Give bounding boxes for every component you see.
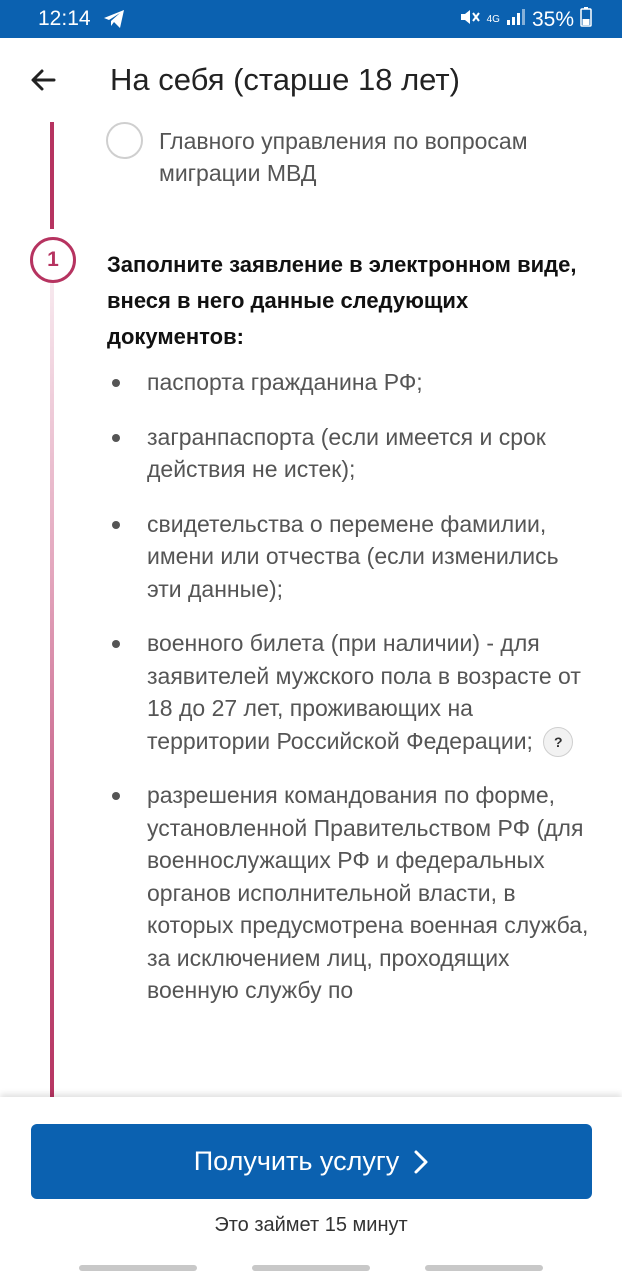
system-nav-bar: [0, 1260, 622, 1280]
bullet-icon: [112, 434, 120, 442]
list-item-text: свидетельства о перемене фамилии, имени или отчества (если изменились эти данные);: [147, 510, 559, 602]
chevron-right-icon: [413, 1149, 429, 1175]
get-service-button[interactable]: [31, 1124, 592, 1199]
list-item-text: паспорта гражданина РФ;: [147, 369, 423, 395]
battery-icon: [580, 7, 592, 33]
duration-text: Это займет 15 минут: [214, 1214, 408, 1236]
list-item-text: разрешения командования по форме, установленной Правительством РФ (для военнослужащих РФ и федеральных органов исполнительной власти, в которых предусмотрена военная служба, за исключением лиц, проходящих военную службу по: [147, 782, 589, 1004]
timeline-line: [50, 283, 54, 1097]
status-bar: [0, 0, 622, 38]
battery-percent: 35%: [531, 8, 574, 31]
list-item: [107, 779, 597, 1007]
list-item-text: военного билета (при наличии) - для заявителей мужского пола в возрасте от 18 до 27 лет, проживающих на территории Российской Федерации;: [147, 630, 581, 754]
signal-icon: [506, 8, 526, 32]
app-bar: [0, 38, 622, 122]
content-area[interactable]: [0, 122, 622, 1097]
list-item: [107, 627, 597, 757]
list-item-text: загранпаспорта (если имеется и срок действия не истек);: [147, 423, 546, 482]
radio-option-label: Главного управления по вопросам миграции МВД: [159, 128, 528, 186]
nav-back-handle[interactable]: [425, 1265, 543, 1271]
back-button[interactable]: [26, 62, 62, 98]
radio-button[interactable]: [106, 122, 143, 159]
page-title: На себя (старше 18 лет): [110, 62, 460, 97]
telegram-icon: [103, 9, 125, 34]
network-type: 4G: [486, 14, 500, 25]
get-service-button-label: Получить услугу: [193, 1146, 400, 1176]
status-indicators: [459, 7, 592, 33]
bullet-icon: [112, 379, 120, 387]
status-time: 12:14: [38, 7, 91, 30]
documents-list: [107, 366, 597, 1029]
list-item: [107, 421, 597, 486]
list-item: [107, 508, 597, 606]
bottom-panel: [0, 1097, 622, 1260]
list-item: [107, 366, 597, 399]
nav-recent-handle[interactable]: [79, 1265, 197, 1271]
back-arrow-icon: [26, 62, 62, 98]
bullet-icon: [112, 521, 120, 529]
bullet-icon: [112, 640, 120, 648]
timeline-line-top: [50, 122, 54, 229]
mute-icon: [459, 7, 481, 33]
bullet-icon: [112, 792, 120, 800]
step-number-badge: 1: [30, 237, 76, 283]
step-title: Заполните заявление в электронном виде, внеся в него данные следующих документов:: [107, 252, 577, 349]
help-icon[interactable]: ?: [543, 727, 573, 757]
nav-home-handle[interactable]: [252, 1265, 370, 1271]
